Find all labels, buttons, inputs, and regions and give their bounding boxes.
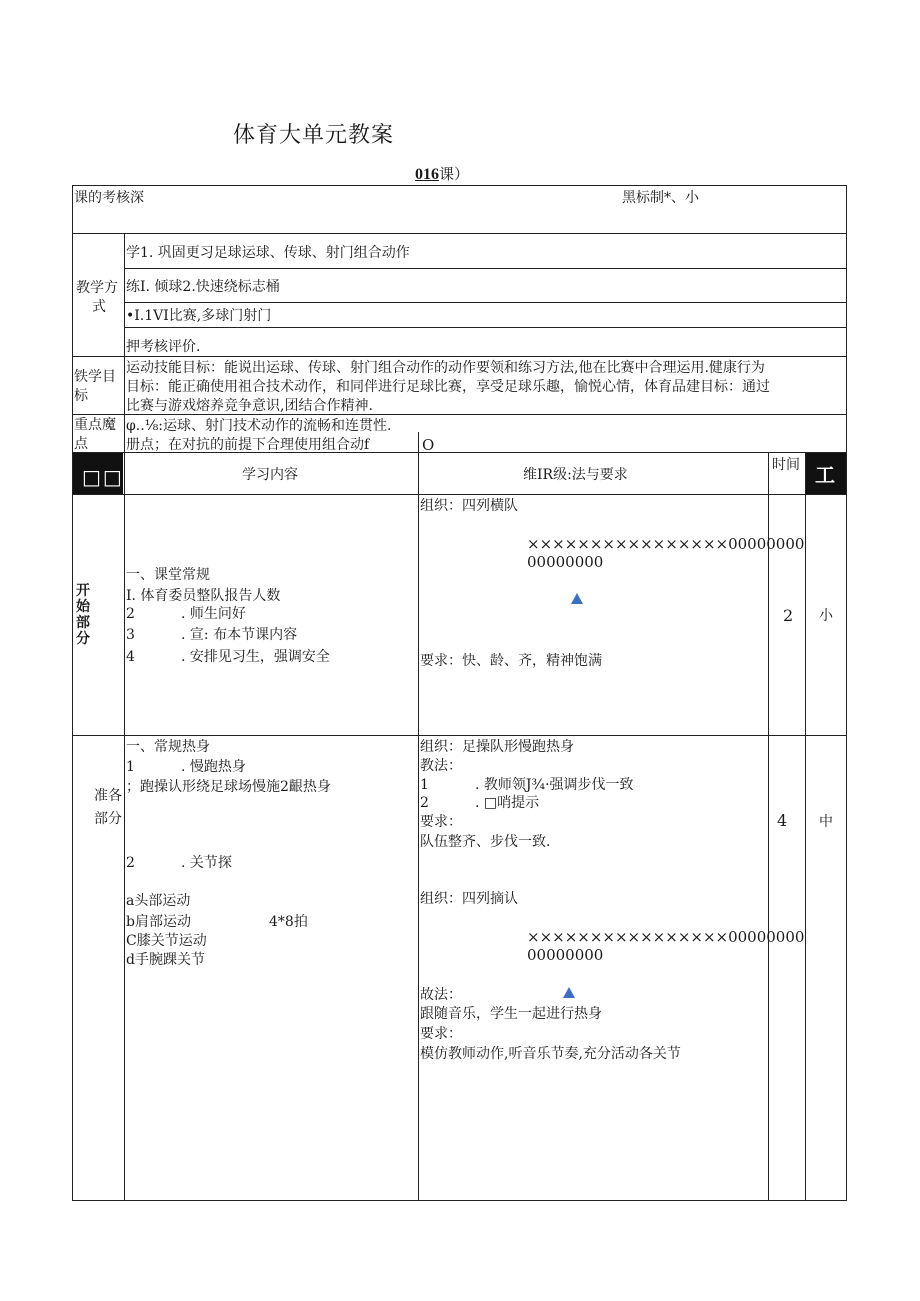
prep-method-line: 组织：足操队形慢跑热身 [420,739,574,755]
section-start-char: 开 [76,583,90,599]
section-start-char: 分 [76,631,90,647]
prep-method-num: 1 [420,777,429,793]
teaching-method-label: 教学方 [76,280,118,296]
section-start-char: 始 [76,599,90,615]
prep-content-line: d手腕踝关节 [126,952,205,968]
section-prep-label: 准各 [94,788,122,804]
goals-label: 铁学目 [74,369,116,385]
section-start-char: 部 [76,615,90,631]
prep-method-line: 跟随音乐，学生一起进行热身 [420,1006,602,1022]
start-formation-row: ××××××××××××××××00000000 [527,535,805,553]
start-time: 2 [783,606,794,625]
prep-content-line: . 关节探 [181,855,232,871]
left-header-glyph: □□ [82,465,124,489]
prep-content-beats: 4*8拍 [269,914,308,930]
prep-method-line: 组织：四列摘认 [420,891,518,907]
prep-content-line: ；跑操认形绕足球场慢施2齦热身 [126,779,331,795]
prep-content-line: a头部运动 [126,893,191,909]
start-formation-row: 00000000 [527,553,604,571]
prep-content-line: C膝关节运动 [126,933,207,949]
start-requirement: 要求：快、龄、齐，精神饱满 [420,653,602,669]
prep-method-line: 要求： [420,814,462,830]
lesson-number-suffix: 课） [439,165,470,183]
assessment-label: 课的考核深 [74,190,144,206]
column-header-method: 维IR级:法与要求 [523,467,628,483]
start-content-num: 3 [126,627,135,643]
goals-label-2: 标 [74,388,88,404]
prep-method-line: 教法： [420,758,462,774]
prep-formation-row: ××××××××××××××××00000000 [527,928,805,946]
key-points-label: 重点魔 [74,417,116,433]
prep-method-num: 2 [420,795,429,811]
start-content-line: I. 体育委员整队报告人数 [126,588,281,604]
start-organization: 组织：四列横队 [420,498,518,514]
prep-formation-row: 00000000 [527,946,604,964]
lesson-number [415,163,469,184]
start-content-num: 2 [126,606,135,622]
start-content-line: . 师生问好 [181,606,246,622]
start-content-num: 4 [126,649,135,665]
start-content-line: 一、课堂常规 [126,567,210,583]
start-content-line: . 安排见习生，强调安全 [181,649,330,665]
difficult-point-line: 册点；在对抗的前提下合理使用组合动f [126,437,370,453]
key-point-line: φ..⅛:运球、射门技术动作的流畅和连贯性. [126,418,392,434]
column-header-time: 时间 [772,457,800,473]
prep-method-line: 要求： [420,1026,462,1042]
goals-line: 目标：能正确使用祖合技术动作，和同伴进行足球比赛，享受足球乐趣，愉悦心情，体育品建目标：通过 [126,379,770,395]
teaching-method-item: 押考核评价. [126,339,201,355]
teacher-position-icon [563,987,575,998]
teacher-position-icon [571,593,583,604]
section-prep-label-2: 部分 [94,811,122,827]
right-header-glyph: 工 [815,463,835,487]
teaching-method-label-2: 式 [92,299,106,315]
start-intensity: 小 [819,608,833,624]
prep-content-line: 一、常规热身 [126,739,210,755]
prep-method-line: . 教师领J¾·强调步伐一致 [475,777,634,793]
goals-line: 比赛与游戏熔养竞争意识,团结合作精神. [126,398,373,414]
lesson-number-value: 016 [415,166,439,183]
prep-content-line: b肩部运动 [126,914,191,930]
start-content-line: . 宣: 布本节课内容 [181,627,298,643]
goals-line: 运动技能目标：能说出运球、传球、射门组合动作的动作要领和练习方法,他在比赛中合理运用.健康行为 [126,360,765,376]
teaching-method-item: 学1. 巩固更习足球运球、传球、射门组合动作 [126,245,410,261]
difficult-point-tail: O [422,436,435,454]
column-header-content: 学习内容 [242,467,298,483]
prep-time: 4 [777,811,788,830]
prep-method-line: . □哨提示 [475,795,540,811]
key-points-label-2: 点 [74,436,88,452]
prep-intensity: 中 [819,814,833,830]
prep-method-line: 队伍整齐、步伐一致. [420,834,551,850]
prep-content-num: 1 [126,759,135,775]
prep-content-num: 2 [126,855,135,871]
section-start-label [76,583,96,647]
teaching-method-item: 练I. 倾球2.快速绕标志桶 [126,279,280,295]
teaching-method-item: •I.1VI比赛,多球门射门 [126,308,272,324]
prep-method-line: 故法： [420,987,462,1003]
page-title: 体育大单元教案 [233,123,395,148]
assessment-standard: 黑标制*、小 [622,190,699,206]
prep-method-line: 模仿教师动作,听音乐节奏,充分活动各关节 [420,1046,681,1062]
prep-content-line: . 慢跑热身 [181,759,246,775]
